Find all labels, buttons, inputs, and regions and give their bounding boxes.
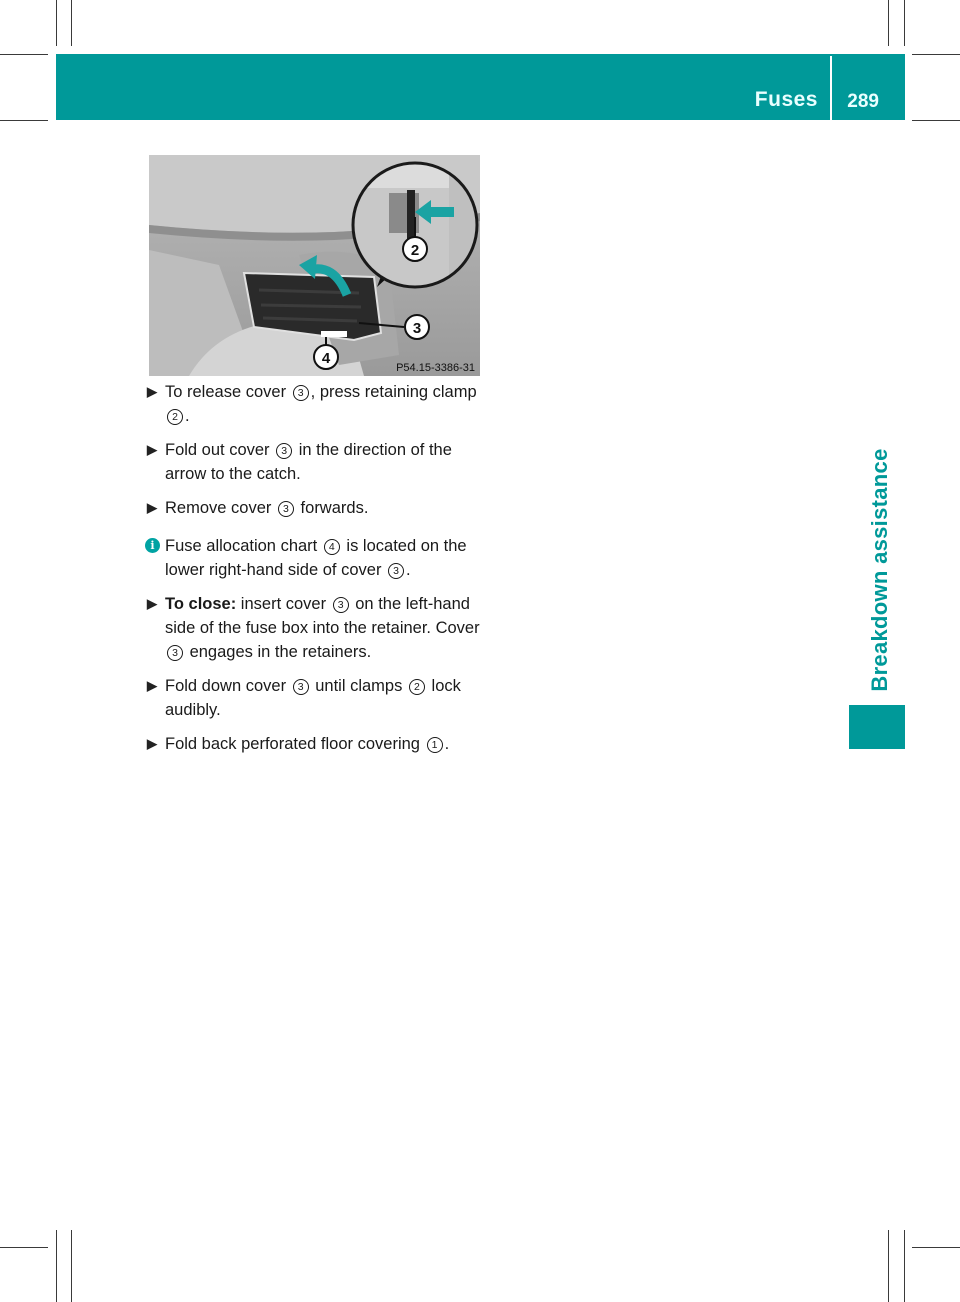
fuse-box-illustration — [149, 155, 480, 376]
crop-mark — [0, 54, 48, 55]
fuse-chart-label — [321, 331, 347, 337]
arrow-bullet-icon: ▶ — [147, 736, 157, 751]
callout-ref: 3 — [293, 385, 309, 401]
crop-mark — [912, 54, 960, 55]
callout-ref: 2 — [409, 679, 425, 695]
crop-mark — [912, 120, 960, 121]
step-close: ▶ To close: insert cover 3 on the left-hand side of the fuse box into the retainer. Cover 3 engages in the retainers. — [145, 592, 490, 664]
callout-ref: 3 — [167, 645, 183, 661]
svg-text:4: 4 — [321, 350, 331, 367]
crop-mark — [888, 1230, 889, 1302]
crop-mark — [0, 1247, 48, 1248]
section-title: Fuses — [754, 88, 818, 111]
svg-text:3: 3 — [412, 320, 422, 337]
callout-ref: 3 — [293, 679, 309, 695]
crop-mark — [904, 0, 905, 46]
callout-ref: 3 — [388, 563, 404, 579]
callout-4 — [314, 345, 338, 369]
step-fold-down-cover: ▶ Fold down cover 3 until clamps 2 lock audibly. — [145, 674, 490, 722]
arrow-bullet-icon: ▶ — [147, 500, 157, 515]
header-divider — [830, 56, 832, 120]
crop-mark — [56, 1230, 57, 1302]
page-number: 289 — [847, 91, 879, 112]
chapter-tab-label: Breakdown assistance — [867, 448, 892, 692]
figure-code: P54.15-3386-31 — [396, 362, 475, 374]
svg-text:2: 2 — [410, 242, 420, 259]
arrow-bullet-icon: ▶ — [147, 596, 157, 611]
callout-ref: 4 — [324, 539, 340, 555]
crop-mark — [56, 0, 57, 46]
callout-ref: 2 — [167, 409, 183, 425]
crop-mark — [904, 1230, 905, 1302]
step-remove-cover: ▶ Remove cover 3 forwards. — [145, 496, 490, 520]
callout-ref: 1 — [427, 737, 443, 753]
chapter-tab — [858, 440, 902, 700]
callout-ref: 3 — [333, 597, 349, 613]
arrow-bullet-icon: ▶ — [147, 442, 157, 457]
crop-mark — [888, 0, 889, 46]
arrow-bullet-icon: ▶ — [147, 678, 157, 693]
section-header — [56, 54, 905, 120]
crop-mark — [0, 120, 48, 121]
crop-mark — [71, 0, 72, 46]
crop-mark — [71, 1230, 72, 1302]
callout-ref: 3 — [278, 501, 294, 517]
arrow-bullet-icon: ▶ — [147, 384, 157, 399]
crop-mark — [912, 1247, 960, 1248]
info-note: i Fuse allocation chart 4 is located on the lower right-hand side of cover 3 . — [145, 534, 490, 582]
info-icon: i — [145, 538, 160, 553]
step-release-cover: ▶ To release cover 3 , press retaining clamp 2 . — [145, 380, 490, 428]
fuse-box-figure — [149, 155, 480, 376]
chapter-marker — [849, 705, 905, 749]
callout-2 — [403, 237, 427, 261]
instructions — [145, 380, 490, 766]
callout-3 — [405, 315, 429, 339]
callout-ref: 3 — [276, 443, 292, 459]
step-fold-out-cover: ▶ Fold out cover 3 in the direction of the arrow to the catch. — [145, 438, 490, 486]
step-fold-back-covering: ▶ Fold back perforated floor covering 1 . — [145, 732, 490, 756]
